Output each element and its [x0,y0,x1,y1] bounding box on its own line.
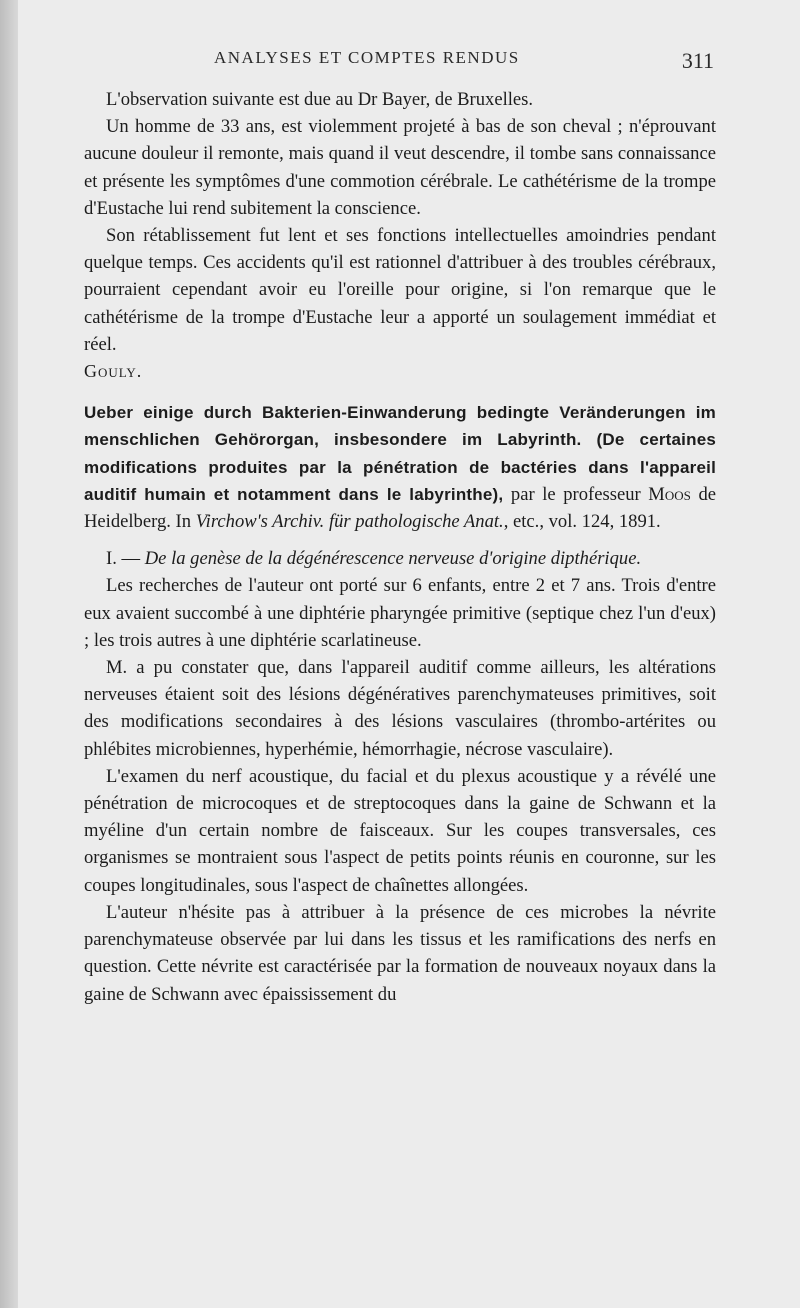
running-title: ANALYSES ET COMPTES RENDUS [214,48,520,67]
book-page [18,0,800,1308]
review-title: Ueber einige durch Bakterien-Einwanderung bedingte Veränderungen im menschlichen Gehörorgan, insbesondere im Labyrinth. (De certaines modifications produites par la pénétration de bactéries dans l'appareil auditif humain et notamment dans le labyrinthe), [84,403,716,504]
review-reference [84,399,716,535]
section-heading [84,545,716,572]
reference-author: Moos [648,483,691,505]
running-header [84,46,714,76]
reference-by: par le professeur [503,483,649,505]
reference-details: , etc., vol. 124, 1891. [503,511,661,533]
paragraph: L'auteur n'hésite pas à attribuer à la présence de ces microbes la névrite parenchymateuse observée par lui dans les tissus et les ramifications des nerfs en question. Cette névrite est caractérisée par la formation de nouveaux noyaux dans la gaine de Schwann avec épaississement du [84,901,716,1005]
paragraph: Son rétablissement fut lent et ses fonctions intellectuelles amoindries pendant quelque temps. Ces accidents qu'il est rationnel d'attribuer à des troubles cérébraux, pourraient cependant avoir eu l'oreille pour origine, si l'on remarque que le cathétérisme de la trompe d'Eustache leur a apporté un soulagement immédiat et réel. [84,225,716,355]
paragraph: L'examen du nerf acoustique, du facial et du plexus acoustique y a révélé une pénétration de microcoques et de streptocoques dans la gaine de Schwann et la myéline d'un certain nombre de faisceaux. Sur les coupes transversales, ces organismes se montraient sous l'aspect de petits points réunis en couronne, sur les coupes longitudinales, sous l'aspect de chaînettes allongées. [84,765,716,896]
book-gutter [0,0,18,1308]
section-number: I. — [106,548,145,570]
paragraph: Un homme de 33 ans, est violemment projeté à bas de son cheval ; n'éprouvant aucune douleur il remonte, mais quand il veut descendre, il tombe sans connaissance et présente les symptômes d'une commotion cérébrale. Le cathétérisme de la trompe d'Eustache lui rend subitement la conscience. [84,116,716,219]
section-title: De la genèse de la dégénérescence nerveuse d'origine dipthérique. [144,548,642,570]
page-number: 311 [681,48,714,73]
author-signature: Gouly. [84,361,143,382]
paragraph: Les recherches de l'auteur ont porté sur 6 enfants, entre 2 et 7 ans. Trois d'entre eux avaient succombé à une diphtérie pharyngée primitive (septique chez l'un d'eux) ; les trois autres à une diphtérie scarlatineuse. [84,575,716,651]
paragraph: L'observation suivante est due au Dr Bayer, de Bruxelles. [106,89,534,110]
page-body [84,86,716,1008]
reference-journal: Virchow's Archiv. für pathologische Anat. [195,511,504,533]
paragraph: M. a pu constater que, dans l'appareil auditif comme ailleurs, les altérations nerveuses étaient soit des lésions dégénératives parenchymateuses primitives, soit des modifications secondaires à des lésions vasculaires (thrombo-artérites ou phlébites microbiennes, hyperhémie, hémorrhagie, nécrose vasculaire). [84,657,716,760]
reference-place: de Heidelberg. In [84,483,716,533]
